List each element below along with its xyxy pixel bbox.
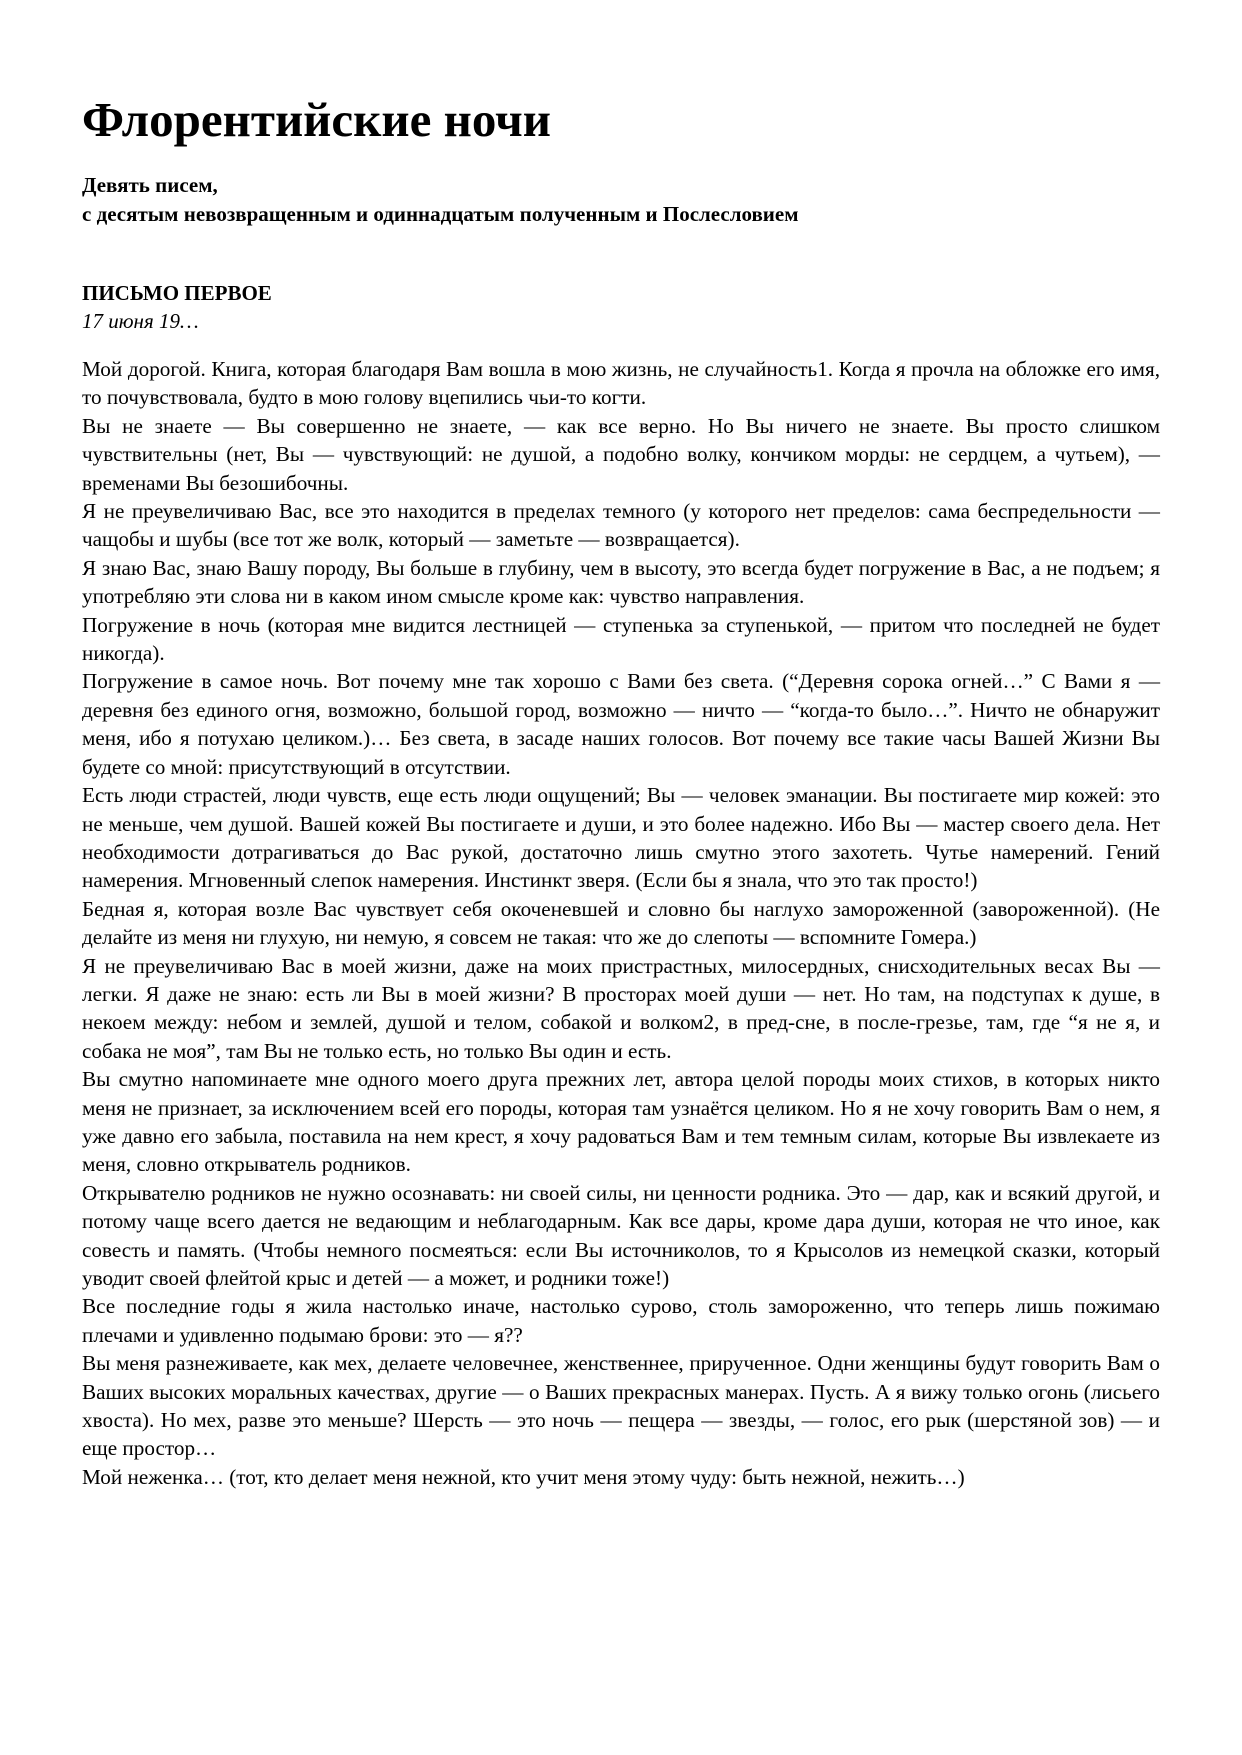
paragraph: Есть люди страстей, люди чувств, еще есть люди ощущений; Вы — человек эманации. Вы постигаете мир кожей: это не меньше, чем душой. Вашей кожей Вы постигаете и души, и это более надежно. Ибо Вы — мастер своего дела. Нет необходимости дотрагиваться до Вас рукой, достаточно лишь смутно этого захотеть. Чутье намерений. Гений намерения. Мгновенный слепок намерения. Инстинкт зверя. (Если бы я знала, что это так просто!): [82, 783, 1160, 893]
paragraph: Бедная я, которая возле Вас чувствует себя окоченевшей и словно бы наглухо замороженной (завороженной). (Не делайте из меня ни глухую, ни немую, я совсем не такая: что же до слепоты — вспомните Гомера.): [82, 896, 1160, 950]
paragraph: Мой дорогой. Книга, которая благодаря Вам вошла в мою жизнь, не случайность1. Когда я прочла на обложке его имя, то почувствовала, будто в мою голову вцепились чьи-то когти.: [82, 357, 1160, 410]
paragraph: Я не преувеличиваю Вас, все это находится в пределах темного (у которого нет пределов: сама беспредельности — чащобы и шубы (все тот же волк, который — заметьте — возвращается).: [82, 499, 1160, 552]
document-subtitle: [82, 171, 799, 229]
paragraph: Открывателю родников не нужно осознавать: ни своей силы, ни ценности родника. Это — дар, как и всякий другой, и потому чаще всего дается не ведающим и неблагодарным. Как все дары, кроме дара души, которая не что иное, как совесть и память. (Чтобы немного посмеяться: если Вы источниколов, то я Крысолов из немецкой сказки, который уводит своей флейтой крыс и детей — а может, и родники тоже!): [82, 1180, 1160, 1290]
paragraph: Я не преувеличиваю Вас в моей жизни, даже на моих пристрастных, милосердных, снисходительных весах Вы — легки. Я даже не знаю: есть ли Вы в моей жизни? В просторах моей души — нет. Но там, на подступах к душе, в некоем между: небом и землей, душой и телом, собакой и волком2, в пред-сне, в после-грезье, там, где “я не я, и собака не моя”, там Вы не только есть, но только Вы один и есть.: [82, 953, 1160, 1063]
subtitle-line-1: Девять писем,: [82, 173, 218, 197]
paragraph: Вы не знаете — Вы совершенно не знаете, — как все верно. Но Вы ничего не знаете. Вы просто слишком чувствительны (нет, Вы — чувствующий: не душой, а подобно волку, кончиком морды: не сердцем, а чутьем), — временами Вы безошибочны.: [82, 413, 1160, 495]
letter-body: [82, 355, 1160, 1491]
document-title: Флорентийские ночи: [82, 92, 551, 147]
paragraph: Я знаю Вас, знаю Вашу породу, Вы больше в глубину, чем в высоту, это всегда будет погружение в Вас, а не подъем; я употребляю эти слова ни в каком ином смысле кроме как: чувство направления.: [82, 555, 1160, 609]
paragraph: Мой неженка… (тот, кто делает меня нежной, кто учит меня этому чуду: быть нежной, нежить…): [82, 1464, 965, 1489]
letter-heading: ПИСЬМО ПЕРВОЕ: [82, 281, 272, 305]
paragraph: Погружение в ночь (которая мне видится лестницей — ступенька за ступенькой, — притом что последней не будет никогда).: [82, 612, 1160, 666]
paragraph: Вы смутно напоминаете мне одного моего друга прежних лет, автора целой породы моих стихов, в которых никто меня не признает, за исключением всей его породы, которая там узнаётся целиком. Но я не хочу говорить Вам о нем, я уже давно его забыла, поставила на нем крест, я хочу радоваться Вам и тем темным силам, которые Вы извлекаете из меня, словно открыватель родников.: [82, 1067, 1160, 1177]
paragraph: Все последние годы я жила настолько иначе, настолько сурово, столь замороженно, что теперь лишь пожимаю плечами и удивленно подымаю брови: это — я??: [82, 1294, 1160, 1347]
letter-date: 17 июня 19…: [82, 309, 199, 333]
paragraph: Погружение в самое ночь. Вот почему мне так хорошо с Вами без света. (“Деревня сорока огней…” С Вами я — деревня без единого огня, возможно, большой город, возможно — ничто — “когда-то было…”. Ничто не обнаружит меня, ибо я потухаю целиком.)… Без света, в засаде наших голосов. Вот почему все такие часы Вашей Жизни Вы будете со мной: присутствующий в отсутствии.: [82, 669, 1160, 779]
subtitle-line-2: с десятым невозвращенным и одиннадцатым полученным и Послесловием: [82, 202, 799, 226]
paragraph: Вы меня разнеживаете, как мех, делаете человечнее, женственнее, прирученное. Одни женщины будут говорить Вам о Ваших высоких моральных качествах, другие — о Ваших прекрасных манерах. Пусть. А я вижу только огонь (лисьего хвоста). Но мех, разве это меньше? Шерсть — это ночь — пещера — звезды, — голос, его рык (шерстяной зов) — и еще простор…: [82, 1351, 1160, 1461]
